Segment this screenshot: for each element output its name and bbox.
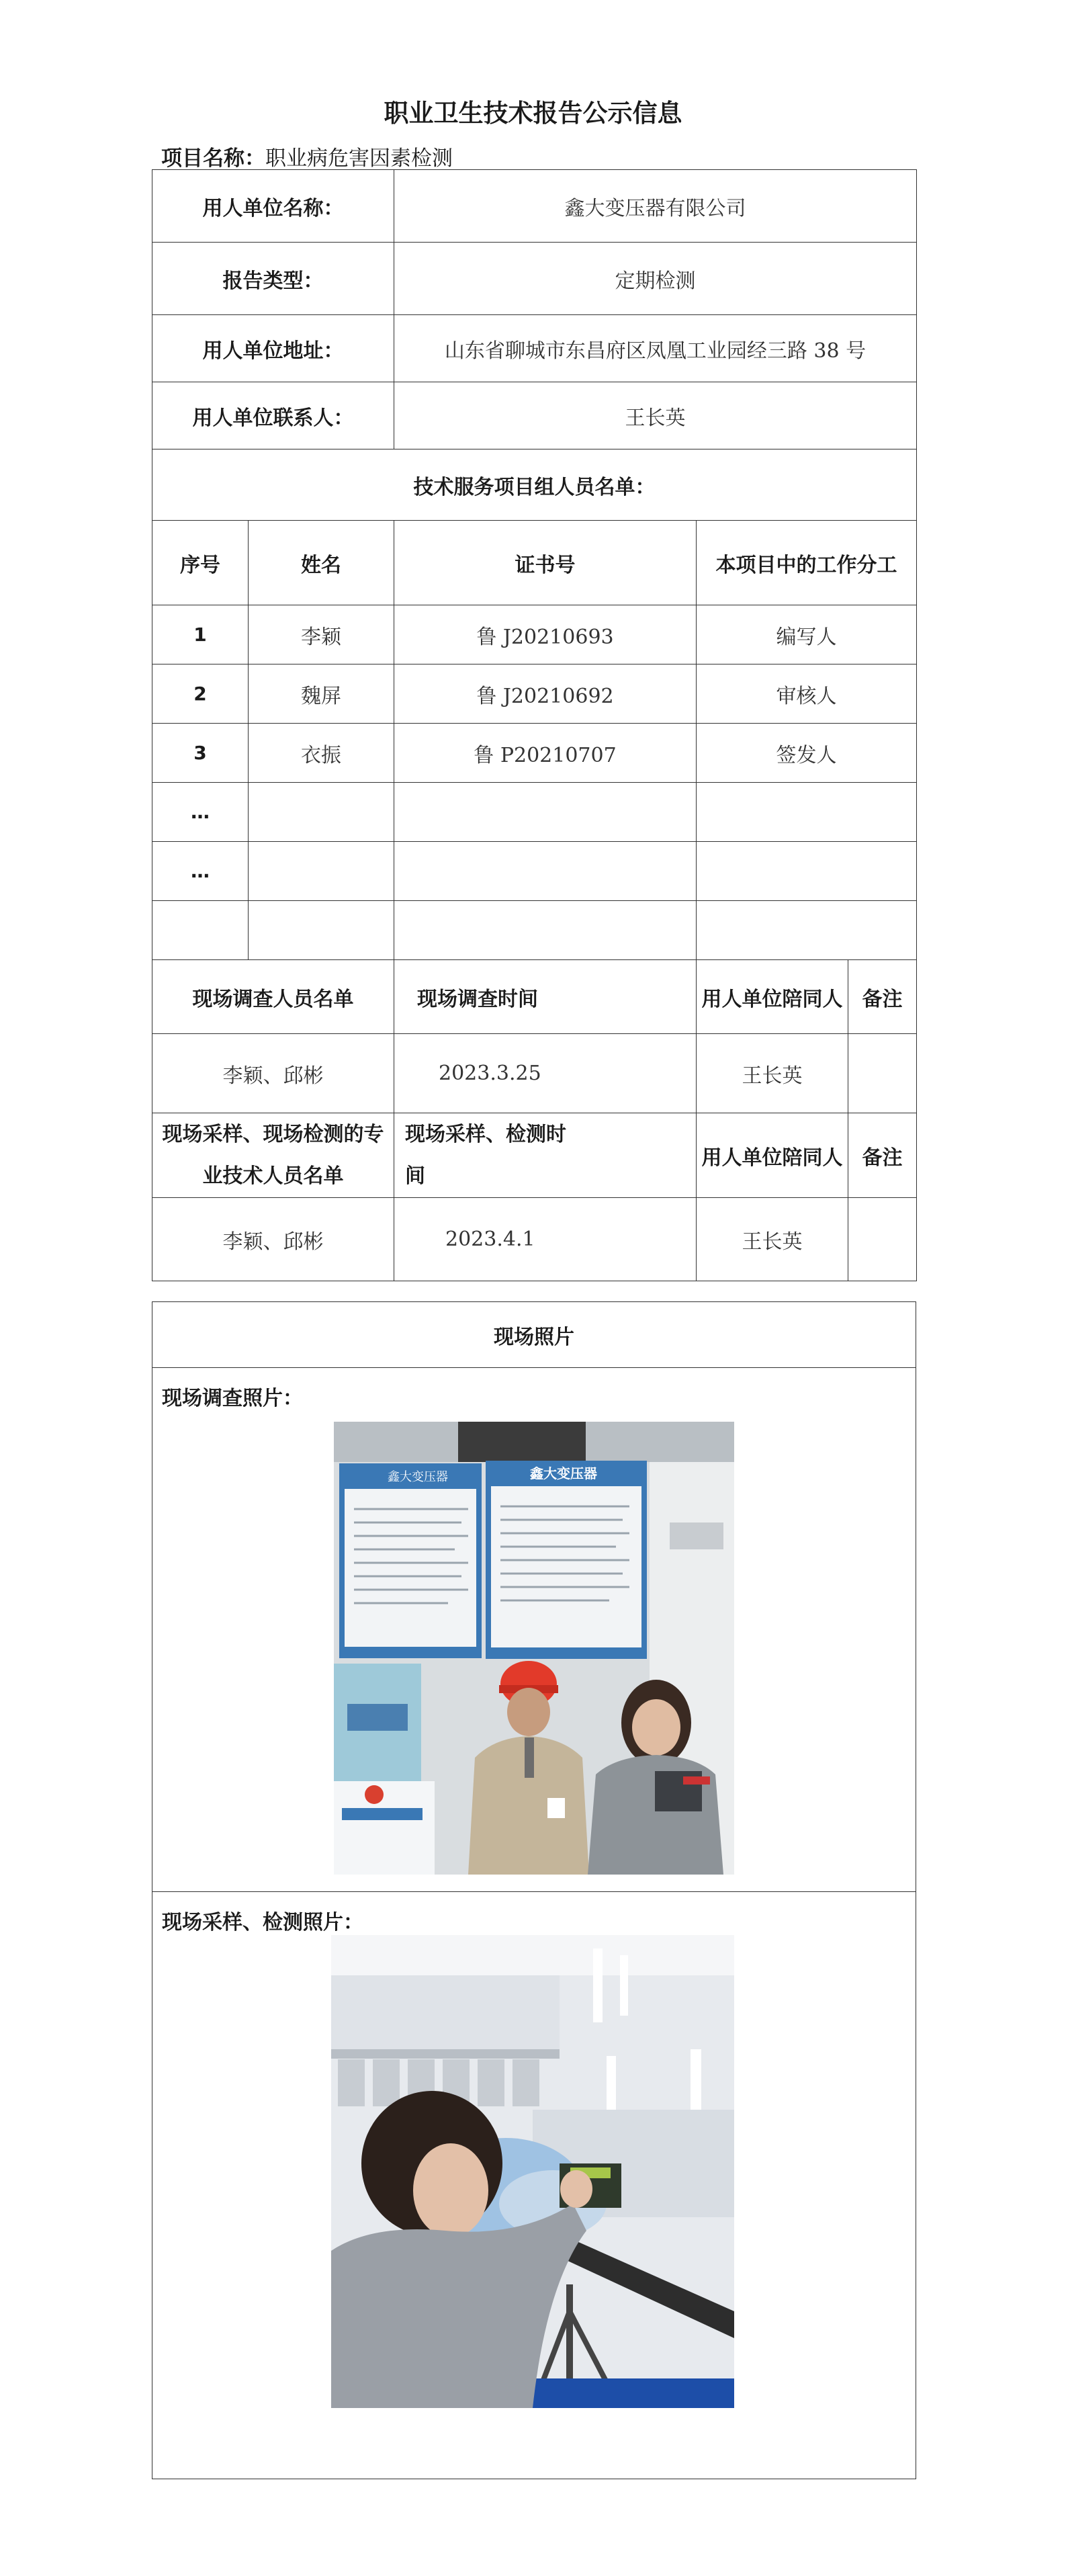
survey-photo-label: 现场调查照片：	[162, 1387, 303, 1410]
team-row-no: 2	[152, 664, 249, 724]
photo-heading: 现场照片	[152, 1302, 916, 1368]
team-row-role	[697, 842, 917, 901]
sampling-photo-cell	[152, 1892, 916, 2479]
table-row	[152, 605, 917, 664]
team-row-no: …	[152, 783, 249, 842]
team-row-cert: 鲁 J20210692	[394, 664, 697, 724]
team-row-no: 1	[152, 605, 249, 664]
sampling-header-escort: 用人单位陪同人	[697, 1113, 848, 1198]
sampling-time: 2023.4.1	[394, 1198, 697, 1281]
team-header-name: 姓名	[249, 521, 394, 605]
photo-table	[152, 1301, 916, 2479]
project-value: 职业病危害因素检测	[265, 146, 453, 171]
team-row-role	[697, 783, 917, 842]
sampling-note	[848, 1198, 917, 1281]
team-row-no: …	[152, 842, 249, 901]
team-row-role: 签发人	[697, 724, 917, 783]
unit-name-label: 用人单位名称：	[152, 170, 394, 243]
address-label: 用人单位地址：	[152, 315, 394, 382]
sampling-header-staff: 现场采样、现场检测的专业技术人员名单	[152, 1113, 394, 1198]
board-title-right: 鑫大变压器	[530, 1465, 597, 1482]
team-header-no: 序号	[152, 521, 249, 605]
sampling-photo-label: 现场采样、检测照片：	[162, 1911, 363, 1934]
report-type-label: 报告类型：	[152, 243, 394, 315]
survey-time: 2023.3.25	[394, 1034, 697, 1113]
sampling-photo-image	[331, 1935, 734, 2408]
survey-header-note: 备注	[848, 960, 917, 1034]
team-row-no	[152, 901, 249, 960]
team-row-name: 李颖	[249, 605, 394, 664]
team-header-cert: 证书号	[394, 521, 697, 605]
survey-photo	[334, 1422, 734, 1875]
team-row-name	[249, 901, 394, 960]
table-row	[152, 724, 917, 783]
survey-note	[848, 1034, 917, 1113]
contact-value: 王长英	[394, 382, 917, 449]
survey-header-time: 现场调查时间	[394, 960, 697, 1034]
sampling-header-time: 现场采样、检测时间	[394, 1113, 697, 1198]
team-row-cert	[394, 783, 697, 842]
team-row-cert	[394, 842, 697, 901]
table-row	[152, 842, 917, 901]
page-title: 职业卫生技术报告公示信息	[384, 99, 682, 128]
survey-staff: 李颖、邱彬	[152, 1034, 394, 1113]
survey-escort: 王长英	[697, 1034, 848, 1113]
report-type-value: 定期检测	[394, 243, 917, 315]
team-row-role: 编写人	[697, 605, 917, 664]
table-row	[152, 664, 917, 724]
project-line	[161, 141, 453, 171]
team-row-cert	[394, 901, 697, 960]
team-row-role: 审核人	[697, 664, 917, 724]
contact-label: 用人单位联系人：	[152, 382, 394, 449]
team-header-role: 本项目中的工作分工	[697, 521, 917, 605]
sampling-photo	[331, 1935, 734, 2408]
team-row-name	[249, 783, 394, 842]
team-row-role	[697, 901, 917, 960]
survey-header-staff: 现场调查人员名单	[152, 960, 394, 1034]
survey-photo-image	[334, 1422, 734, 1875]
sampling-escort: 王长英	[697, 1198, 848, 1281]
team-row-cert: 鲁 P20210707	[394, 724, 697, 783]
team-row-name: 魏屏	[249, 664, 394, 724]
survey-header-escort: 用人单位陪同人	[697, 960, 848, 1034]
board-title-left: 鑫大变压器	[388, 1470, 448, 1484]
sampling-staff: 李颖、邱彬	[152, 1198, 394, 1281]
team-row-name	[249, 842, 394, 901]
table-row	[152, 783, 917, 842]
info-table	[152, 169, 917, 1281]
unit-name-value: 鑫大变压器有限公司	[394, 170, 917, 243]
address-value: 山东省聊城市东昌府区凤凰工业园经三路 38 号	[394, 315, 917, 382]
sampling-header-note: 备注	[848, 1113, 917, 1198]
team-row-no: 3	[152, 724, 249, 783]
team-row-name: 衣振	[249, 724, 394, 783]
table-row	[152, 901, 917, 960]
team-row-cert: 鲁 J20210693	[394, 605, 697, 664]
project-label: 项目名称：	[161, 146, 265, 171]
survey-photo-cell	[152, 1368, 916, 1892]
team-heading: 技术服务项目组人员名单：	[152, 449, 917, 521]
